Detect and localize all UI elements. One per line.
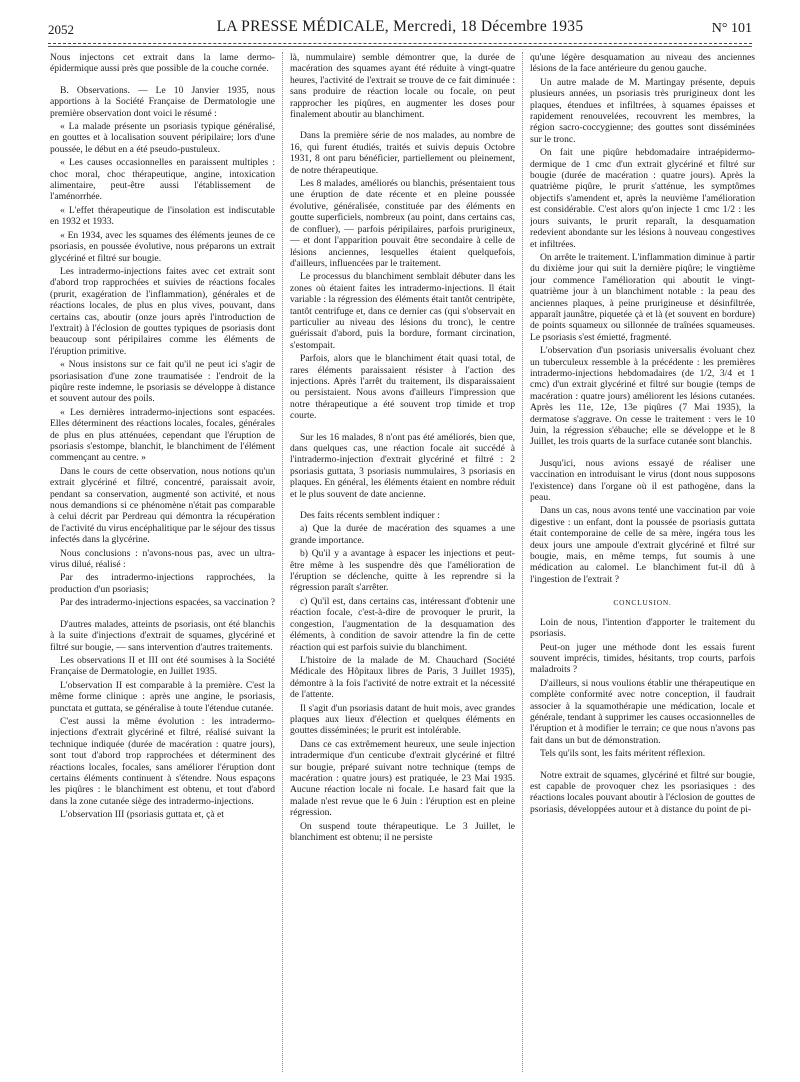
paragraph: On fait une piqûre hebdomadaire intraépidermo-dermique de 1 cmc d'un extrait glycériné et filtré sur bougie (durée de macération : quatre jours). Après la quatrième piqûre, le prurit s'atténue, les symptômes objectifs s'amendent et, après la neuvième l'amélioration est considérable. C'est alors qu'on injecte 1 cmc 1/2 : les jours suivants, le prurit reparaît, la desquamation redevient abondante sur les lésions à nouveau congestives et infiltrées. [530, 147, 755, 250]
paragraph: Peut-on juger une méthode dont les essais furent souvent imprécis, timides, hésitants, trop courts, parfois maladroits ? [530, 641, 755, 676]
paragraph: D'autres malades, atteints de psoriasis, ont été blanchis à la suite d'injections d'extrait de squames, glycériné et filtré sur bougie, — sans intervention d'autres traitements. [50, 618, 275, 653]
journal-title: LA PRESSE MÉDICALE, Mercredi, 18 Décembre 1935 [216, 18, 584, 35]
paragraph: Par des intradermo-injections rapprochées, la production d'un psoriasis; [50, 572, 275, 595]
paragraph: Par des intradermo-injections espacées, sa vaccination ? [60, 597, 275, 609]
paragraph: b) Qu'il y a avantage à espacer les injections et peut-être même à les suspendre dès que l'amélioration de l'éruption se déclenche, quitte à les reprendre si la régression paraît s'arrêter. [290, 548, 515, 594]
paragraph: « Les dernières intradermo-injections sont espacées. Elles déterminent des réactions locales, focales, générales de plus en plus atténuées, cependant que l'éruption de psoriasis s'estompe, blanchit, le blanchiment de l'élément commençant au centre. » [50, 406, 275, 464]
page-header [48, 18, 752, 40]
column-middle [290, 52, 515, 1077]
header-rule-solid [48, 46, 752, 47]
paragraph: Les observations II et III ont été soumises à la Société Française de Dermatologie, en Juillet 1935. [50, 654, 275, 678]
paragraph: Les 8 malades, améliorés ou blanchis, présentaient tous une éruption de date récente et en pleine poussée évolutive, généralisée, constituée par des éléments en goutte superficiels, nombreux (au point, dans certains cas, de confluer), — parfois péripilaires, parfois prurigineux, — et dont l'apparition pouvait être secondaire à celle de lésions anciennes, lesquelles étaient quelquefois, d'ailleurs, influencées par le traitement. [290, 178, 515, 269]
paragraph: D'ailleurs, si nous voulions établir une thérapeutique en complète conformité avec notre conception, il faudrait associer à la squamothérapie une médication, locale et générale, tendant à supprimer les causes occasionnelles de l'éruption et à modifier le terrain; ce que nous n'avons pas fait dans un but de démonstration. [530, 677, 755, 746]
paragraph: Des faits récents semblent indiquer : [300, 510, 440, 522]
issue-number: N° 101 [711, 21, 752, 36]
column-left [50, 52, 275, 1077]
paragraph: qu'une légère desquamation au niveau des anciennes lésions de la face antérieure du genou gauche. [530, 52, 755, 75]
paragraph: Dans ce cas extrêmement heureux, une seule injection intradermique d'un centicube d'extrait glycériné et filtré sur bougie, préparé suivant notre technique (temps de macération : quatre jours) est pratiquée, le 23 Mai 1935. Aucune réaction locale ni focale. Le hasard fait que la malade n'est revue que le 6 Juin : l'éruption est en pleine régression. [290, 738, 515, 819]
paragraph: On suspend toute thérapeutique. Le 3 Juillet, le blanchiment est obtenu; il ne persiste [290, 820, 515, 843]
paragraph: « En 1934, avec les squames des éléments jeunes de ce psoriasis, en poussée évolutive, nous préparons un extrait glycériné et filtré sur bougie. [50, 229, 275, 264]
page-number: 2052 [48, 22, 74, 37]
paragraph: C'est aussi la même évolution : les intradermo-injections d'extrait glycériné et filtré, réalisé suivant la technique indiquée (durée de macération : quatre jours), sont tout d'abord trop rapprochées et déterminent des réactions locales, focales, sans améliorer l'éruption dont certains éléments continuent à s'étendre. Nous espaçons les piqûres : le blanchiment est obtenu, et tout d'abord dans la zone cutanée siège des intradermo-injections. [50, 715, 275, 807]
paragraph: « Les causes occasionnelles en paraissent multiples : choc moral, choc thérapeutique, angine, intoxication alimentaire, peut-être aussi l'établissement de l'aménorrhée. [50, 157, 275, 203]
paragraph: Tels qu'ils sont, les faits méritent réflexion. [540, 748, 706, 760]
paragraph: Le processus du blanchiment semblait débuter dans les zones où étaient faites les intradermo-injections. Il était variable : la régression des éléments était tantôt centripète, tantôt centrifuge et, dans ce dernier cas (qui s'observait en particulier au niveau des lésions du tronc), le centre guérissait d'abord, puis la bordure, formant circination, s'estompait. [290, 271, 515, 351]
paragraph: L'observation d'un psoriasis universalis évoluant chez un tuberculeux ressemble à la précédente : les premières intradermo-injections hebdomadaires (de 1/2, 3/4 et 1 cmc) d'un extrait glycériné et filtré sur bougie (temps de macération : quatre jours) améliorent les lésions cutanées. Après les 11e, 12e, 13e piqûres (7 Mai 1935), la dermatose s'aggrave. On cesse le traitement : vers le 10 Juin, la régression s'ébauche; elle se développe et le 8 Juillet, les trois quarts de la surface cutanée sont blanchis. [530, 345, 755, 448]
paragraph: Notre extrait de squames, glycériné et filtré sur bougie, est capable de provoquer chez les psoriasiques : des réactions locales pouvant aboutir à l'éclosion de gouttes de psoriasis, développées autour et à distance du point de pi- [530, 769, 755, 815]
paragraph: Parfois, alors que le blanchiment était quasi total, de rares éléments paraissaient résister à l'action des injections. Après l'arrêt du traitement, ils disparaissaient ou persistaient. Nous avons d'ailleurs l'impression que notre thérapeutique a été souvent trop timide et trop courte. [290, 353, 515, 422]
paragraph: Dans le cours de cette observation, nous notions qu'un extrait glycériné et filtré, concentré, paraissait avoir, pendant sa conservation, augmenté son activité, et nous nous demandions si ce phénomène n'était pas comparable à celui décrit par Perdreau qui démontra la récupération de l'activité du virus encéphalitique par le séjour des tissus infectés dans la glycérine. [50, 465, 275, 546]
paragraph: On arrête le traitement. L'inflammation diminue à partir du dixième jour qui suit la dernière piqûre; le vingtième jour commence l'amélioration qui aboutit le vingt-quatrième jour à un blanchiment notable : la peau des anciennes plaques, à peine prurigineuse et désinfiltrée, apparaît jaunâtre, piquetée çà et là (et souvent en bordure) de points squameux ou sillonnée de traînées squameuses. Le psoriasis s'est émietté, fragmenté. [530, 251, 755, 343]
paragraph: « La malade présente un psoriasis typique généralisé, en gouttes et à localisation souvent péripilaire; lors d'une poussée, le début en a été pseudo-pustuleux. [50, 121, 275, 155]
column-separator [282, 52, 283, 1072]
paragraph: B. Observations. — Le 10 Janvier 1935, nous apportions à la Société Française de Dermatologie une première observation dont voici le résumé : [50, 84, 275, 119]
paragraph: Les intradermo-injections faites avec cet extrait sont d'abord trop rapprochées et suivies de réactions focales (prurit, exagération de l'inflammation), générales et de réactions locales, de plus en plus vives, pouvant, dans certains cas, aboutir (onze jours après l'introduction de l'extrait) à l'éclosion de gouttes typiques de psoriasis dont beaucoup sont péripilaires comme les éléments de l'éruption primitive. [50, 265, 275, 357]
paragraph: L'observation II est comparable à la première. C'est la même forme clinique : après une angine, le psoriasis, punctata et guttata, se généralise à toute l'étendue cutanée. [50, 679, 275, 714]
header-rule [48, 43, 752, 44]
paragraph: Dans un cas, nous avons tenté une vaccination par voie digestive : un enfant, dont la poussée de psoriasis guttata était contemporaine de celle de sa mère, ingéra tous les deux jours une ampoule d'extrait glycériné et filtré sur bougie, mais, en même temps, fut soumis à une médication au calomel. Le blanchiment fut-il dû à l'ingestion de l'extrait ? [530, 505, 755, 585]
column-right [530, 52, 755, 1077]
paragraph: « Nous insistons sur ce fait qu'il ne peut ici s'agir de psoriasisation d'une zone traumatisée : l'endroit de la piqûre reste indemne, le psoriasis se développe à distance et souvent autour des poils. [50, 359, 275, 405]
paragraph: Nous conclusions : n'avons-nous pas, avec un ultra-virus dilué, réalisé : [50, 547, 275, 571]
paragraph: Dans la première série de nos malades, au nombre de 16, qui furent étudiés, traités et suivis depuis Octobre 1931, 8 ont paru bénéficier, partiellement ou pleinement, de notre thérapeutique. [290, 130, 515, 176]
paragraph: Sur les 16 malades, 8 n'ont pas été améliorés, bien que, dans quelques cas, une réaction focale ait succédé à l'intradermo-injection d'extrait glycériné et filtré : 2 psoriasis guttata, 3 psoriasis nummulaires, 3 psoriasis en plaques. En général, les éléments étaient en nombre réduit et le plus souvent de date ancienne. [290, 431, 515, 500]
paragraph: c) Qu'il est, dans certains cas, intéressant d'obtenir une réaction focale, c'est-à-dire de provoquer le prurit, la congestion, l'augmentation de la desquamation des éléments, à condition de savoir attendre la fin de cette réaction qui est parfois suivie du blanchiment. [290, 595, 515, 653]
paragraph: Un autre malade de M. Martingay présente, depuis plusieurs années, un psoriasis très prurigineux dont les plaques, étendues et infiltrées, à squames épaisses et rapidement renouvelées, recouvrent les membres, la région sacro-coccygienne; des gouttes sont disséminées sur le tronc. [530, 76, 755, 145]
paragraph: L'observation III (psoriasis guttata et, çà et [60, 809, 224, 821]
paragraph: là, nummulaire) semble démontrer que, la durée de macération des squames ayant été réduite à vingt-quatre heures, l'activité de l'extrait se trouve de ce fait diminuée : sans produire de réaction locale ou focale, on peut rapprocher les piqûres, en augmenter les doses pour finalement aboutir au blanchiment. [290, 52, 515, 121]
paragraph: Il s'agit d'un psoriasis datant de huit mois, avec grandes plaques aux lieux d'élection et quelques éléments en gouttes disséminées; le prurit est intolérable. [290, 702, 515, 737]
paragraph: Jusqu'ici, nous avions essayé de réaliser une vaccination en introduisant le virus (dont nous supposons l'existence) dans l'organe où il est pathogène, dans la peau. [530, 457, 755, 504]
paragraph: Nous injectons cet extrait dans la lame dermo-épidermique aussi près que possible de la couche cornée. [50, 52, 275, 75]
column-separator [522, 52, 523, 1072]
paragraph: a) Que la durée de macération des squames a une grande importance. [290, 523, 515, 546]
paragraph: Loin de nous, l'intention d'apporter le traitement du psoriasis. [530, 616, 755, 640]
paragraph: L'histoire de la malade de M. Chauchard (Société Médicale des Hôpitaux libres de Paris, 3 Juillet 1935), démontre à la fois l'activité de notre extrait et la nécessité de l'attente. [290, 654, 515, 701]
section-heading: CONCLUSION. [613, 598, 672, 608]
paragraph: « L'effet thérapeutique de l'insolation est indiscutable en 1932 et 1933. [50, 204, 275, 228]
